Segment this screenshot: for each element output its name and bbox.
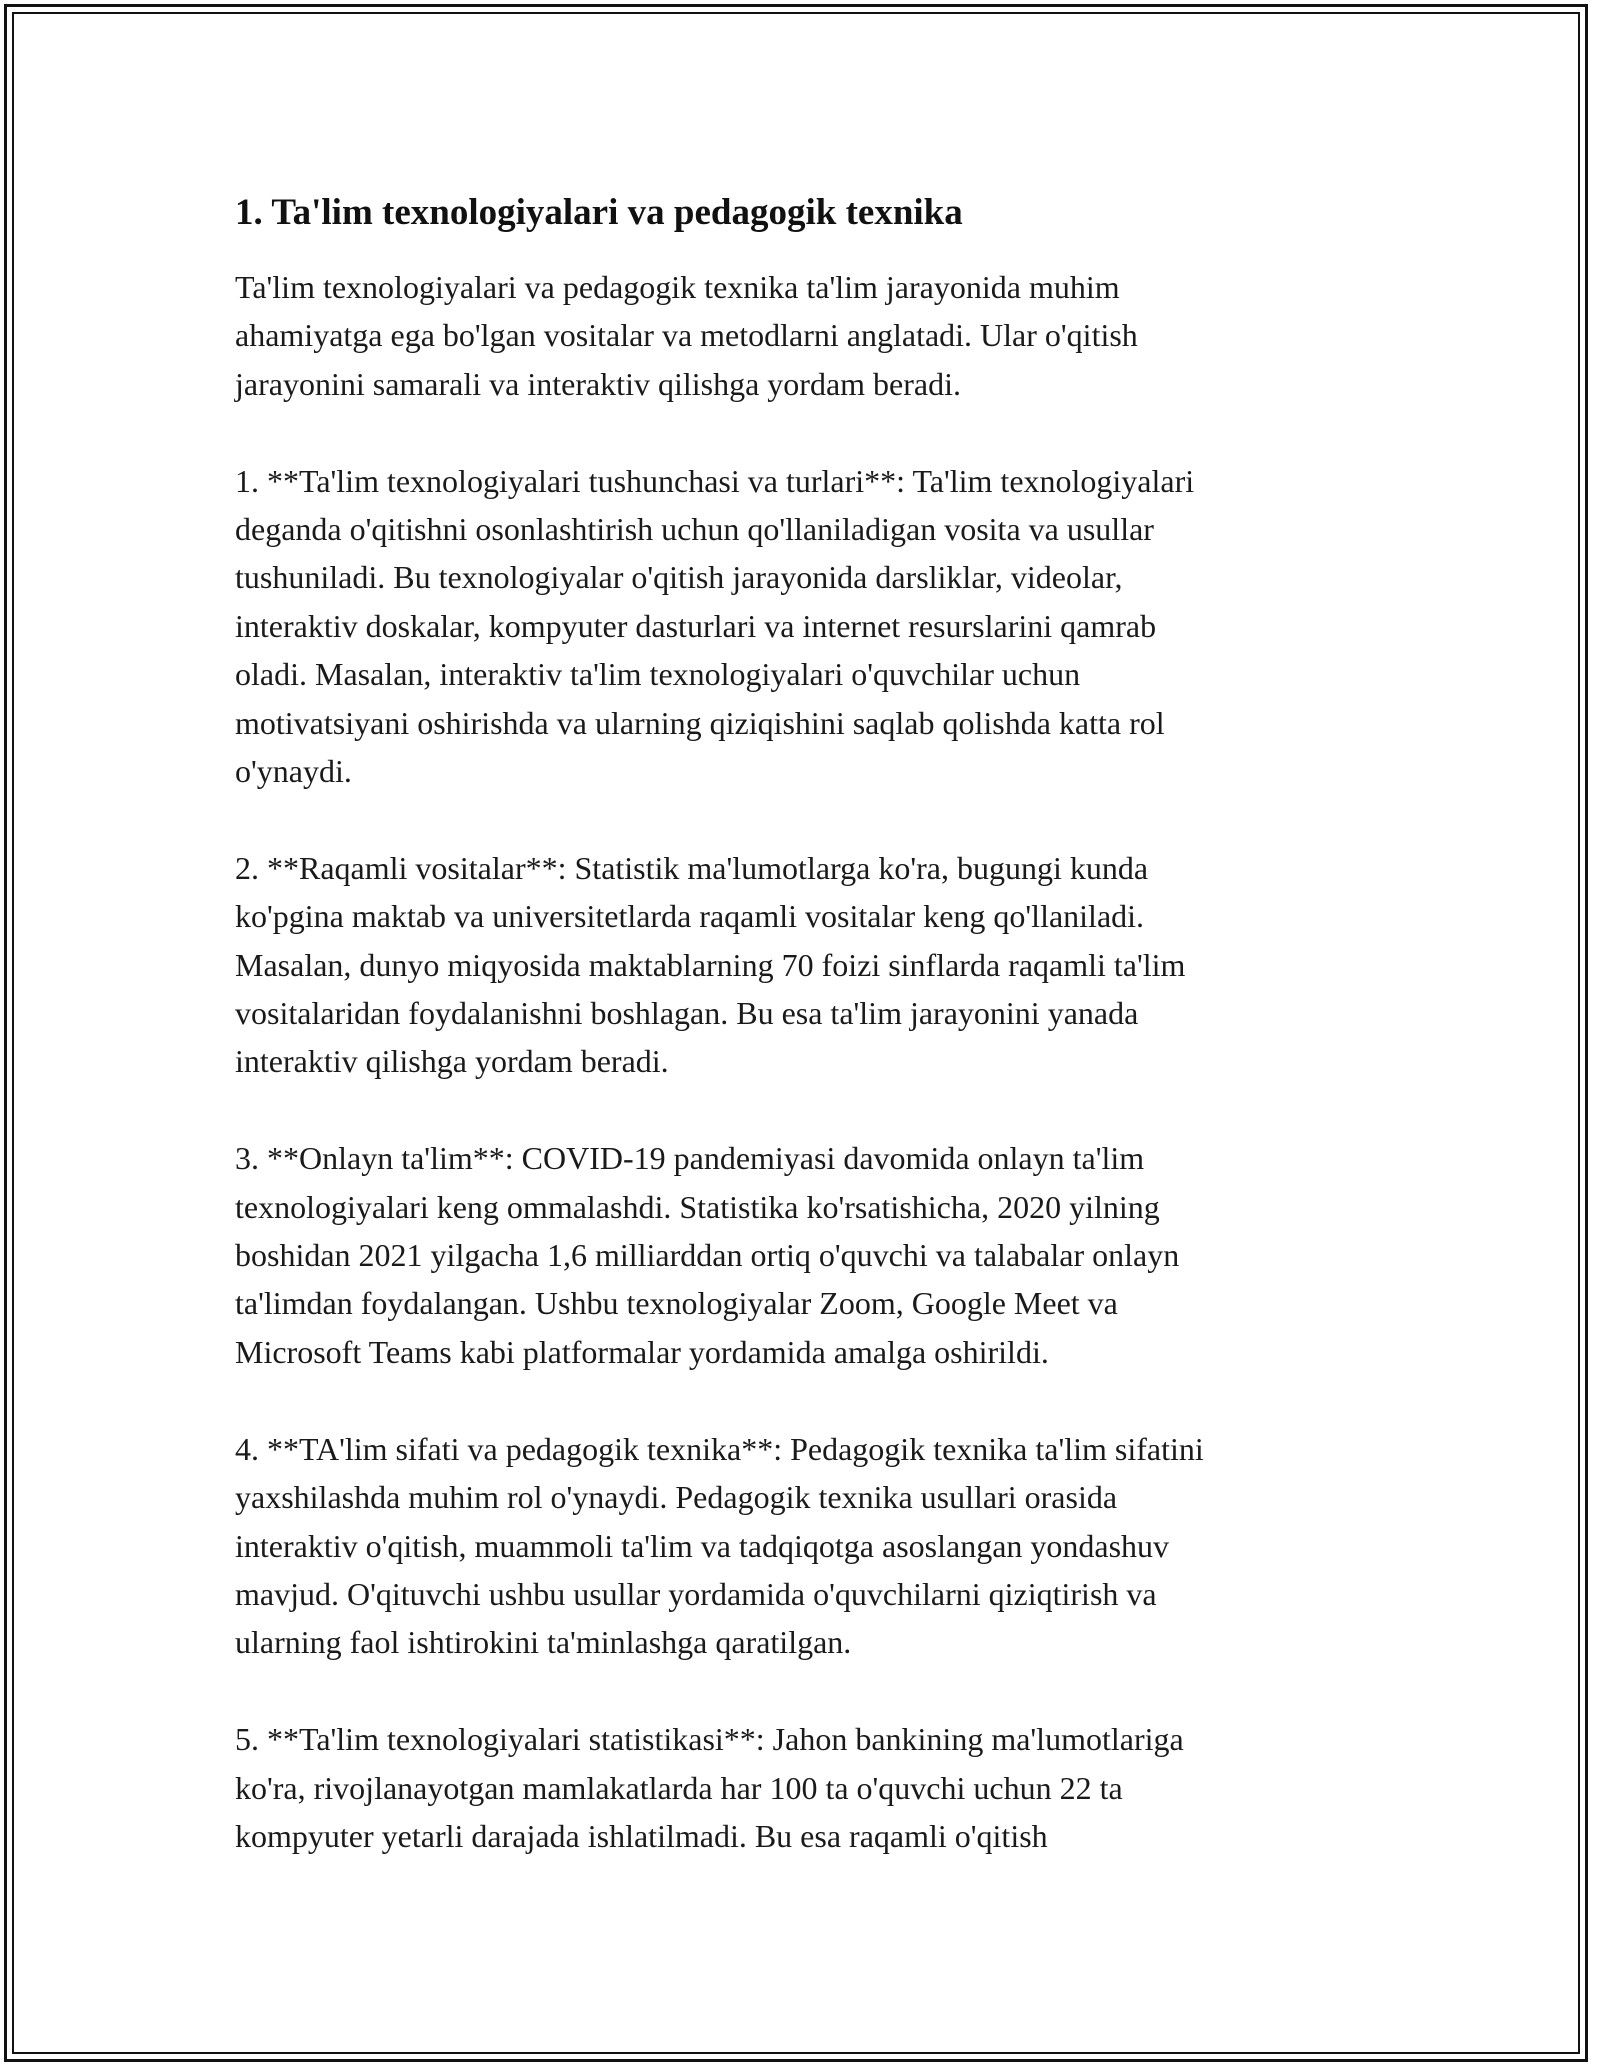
text-line: deganda o'qitishni osonlashtirish uchun qo'llaniladigan vosita va usullar [235,511,1154,548]
text-line: 4. **TA'lim sifati va pedagogik texnika**: Pedagogik texnika ta'lim sifatini [235,1430,1204,1467]
text-line: jarayonini samarali va interaktiv qilishga yordam beradi. [235,365,961,402]
paragraph-intro [235,263,1385,408]
document-body [235,185,1385,1909]
text-line: 2. **Raqamli vositalar**: Statistik ma'lumotlarga ko'ra, bugungi kunda [235,849,1149,886]
text-line: vositalaridan foydalanishni boshlagan. Bu esa ta'lim jarayonini yanada [235,995,1139,1032]
text-line: yaxshilashda muhim rol o'ynaydi. Pedagogik texnika usullari orasida [235,1479,1118,1516]
paragraph-item-2 [235,844,1385,1086]
text-line: Ta'lim texnologiyalari va pedagogik texnika ta'lim jarayonida muhim [235,269,1120,305]
text-line: 3. **Onlayn ta'lim**: COVID-19 pandemiyasi davomida onlayn ta'lim [235,1140,1145,1177]
text-line: oladi. Masalan, interaktiv ta'lim texnologiyalari o'quvchilar uchun [235,656,1081,693]
text-line: motivatsiyani oshirishda va ularning qiziqishini saqlab qolishda katta rol [235,704,1165,741]
text-line: ularning faol ishtirokini ta'minlashga qaratilgan. [235,1624,852,1661]
text-line: mavjud. O'qituvchi ushbu usullar yordamida o'quvchilarni qiziqtirish va [235,1575,1157,1612]
text-line: 5. **Ta'lim texnologiyalari statistikasi**: Jahon bankining ma'lumotlariga [235,1721,1184,1758]
text-line: interaktiv o'qitish, muammoli ta'lim va tadqiqotga asoslangan yondashuv [235,1527,1170,1564]
text-line: tushuniladi. Bu texnologiyalar o'qitish jarayonida darsliklar, videolar, [235,559,1123,596]
text-line: ahamiyatga ega bo'lgan vositalar va metodlarni anglatadi. Ular o'qitish [235,317,1138,354]
text-line: boshidan 2021 yilgacha 1,6 milliarddan ortiq o'quvchi va talabalar onlayn [235,1237,1180,1274]
text-line: Masalan, dunyo miqyosida maktablarning 70 foizi sinflarda raqamli ta'lim [235,946,1186,983]
paragraph-item-1 [235,457,1385,796]
text-line: ko'ra, rivojlanayotgan mamlakatlarda har 100 ta o'quvchi uchun 22 ta [235,1769,1123,1806]
text-line: Microsoft Teams kabi platformalar yordamida amalga oshirildi. [235,1333,1049,1370]
text-line: 1. **Ta'lim texnologiyalari tushunchasi va turlari**: Ta'lim texnologiyalari [235,462,1195,499]
text-line: kompyuter yetarli darajada ishlatilmadi. Bu esa raqamli o'qitish [235,1817,1048,1854]
text-line: interaktiv doskalar, kompyuter dasturlari va internet resurslarini qamrab [235,607,1157,644]
text-line: interaktiv qilishga yordam beradi. [235,1043,669,1080]
text-line: o'ynaydi. [235,753,352,790]
paragraph-item-5 [235,1715,1385,1860]
text-line: ko'pgina maktab va universitetlarda raqamli vositalar keng qo'llaniladi. [235,898,1145,935]
paragraph-item-3 [235,1134,1385,1376]
text-line: ta'limdan foydalangan. Ushbu texnologiyalar Zoom, Google Meet va [235,1285,1118,1322]
section-heading: 1. Ta'lim texnologiyalari va pedagogik texnika [235,192,963,233]
text-line: texnologiyalari keng ommalashdi. Statistika ko'rsatishicha, 2020 yilning [235,1188,1160,1225]
paragraph-item-4 [235,1425,1385,1667]
